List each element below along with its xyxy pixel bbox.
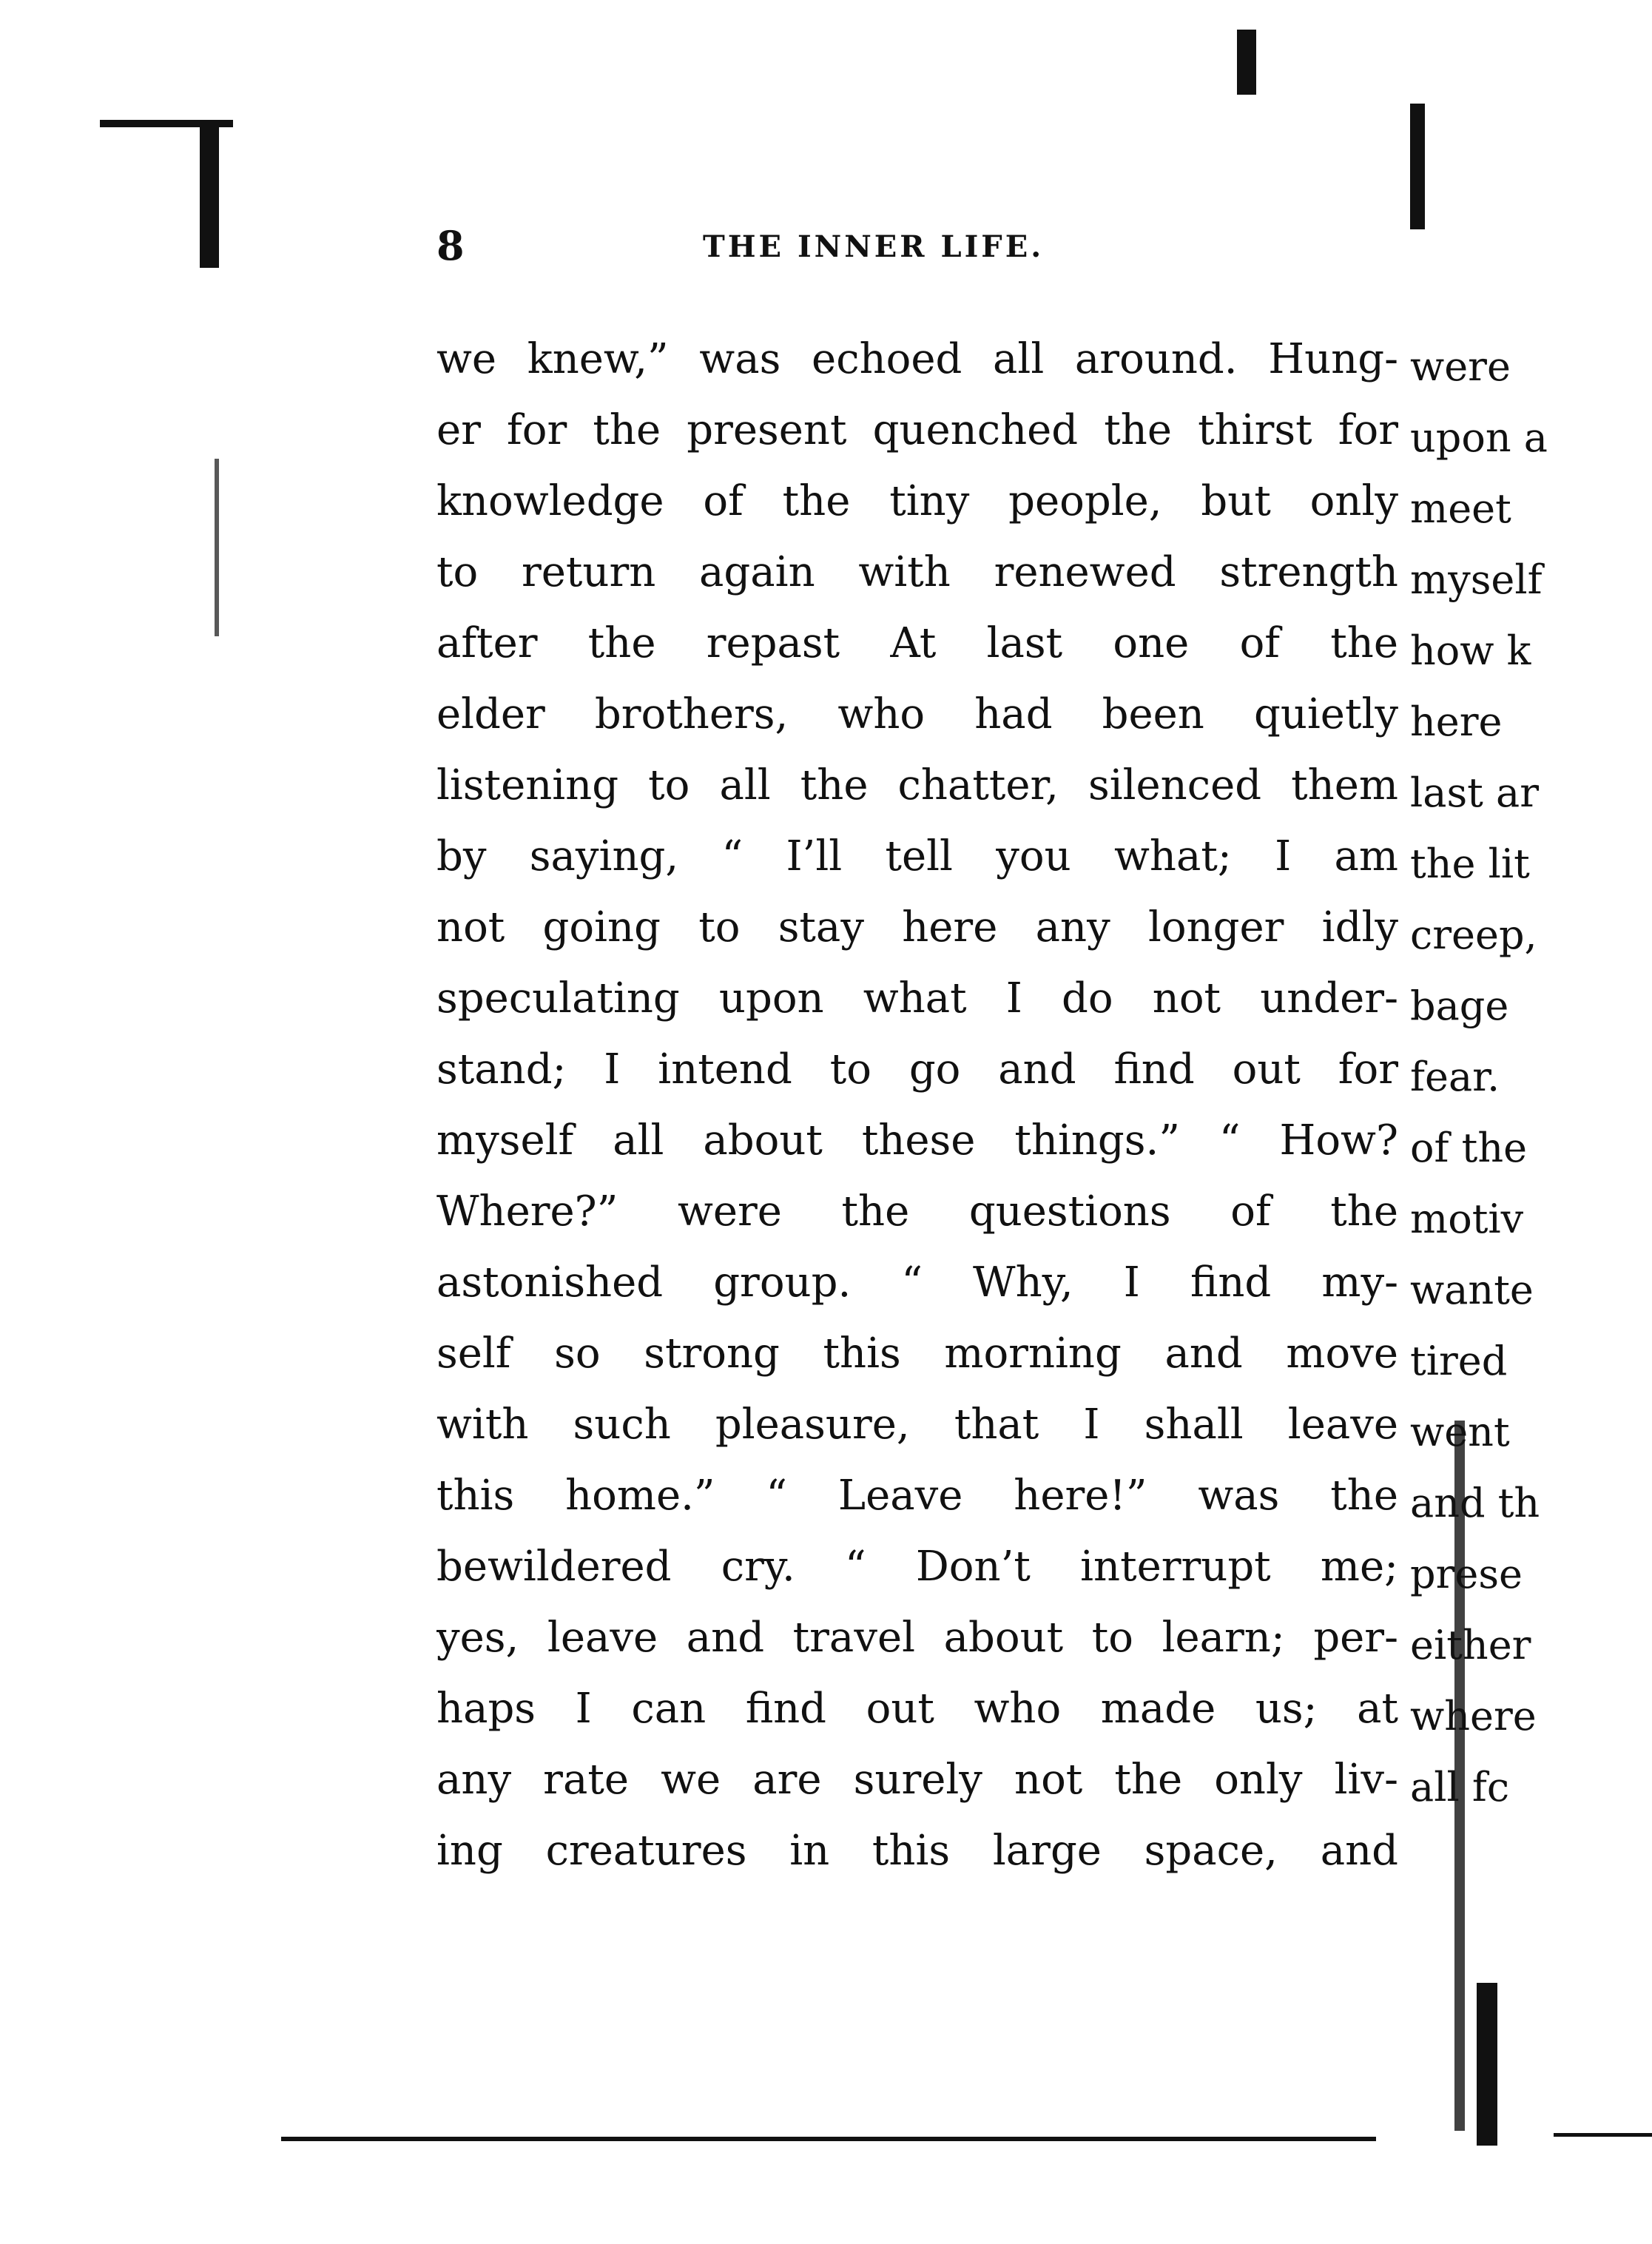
facing-text-line: motiv bbox=[1410, 1196, 1524, 1242]
scan-mark-top-left-stem bbox=[200, 120, 219, 268]
text-line: by saying, “ I’ll tell you what; I am bbox=[436, 832, 1398, 880]
text-line: knowledge of the tiny people, but only bbox=[436, 477, 1398, 525]
facing-text-line: and th bbox=[1410, 1480, 1540, 1526]
facing-text-line: how k bbox=[1410, 627, 1531, 674]
text-line: yes, leave and travel about to learn; per- bbox=[436, 1614, 1398, 1662]
scan-mark-top-right bbox=[1410, 104, 1425, 229]
text-line: self so strong this morning and move bbox=[436, 1330, 1398, 1378]
facing-text-line: upon a bbox=[1410, 414, 1548, 461]
page-number: 8 bbox=[436, 222, 465, 269]
facing-text-line: meet bbox=[1410, 485, 1511, 532]
text-line: astonished group. “ Why, I find my- bbox=[436, 1259, 1398, 1307]
facing-text-line: last ar bbox=[1410, 769, 1540, 816]
text-line: Where?” were the questions of the bbox=[436, 1187, 1398, 1236]
text-line: with such pleasure, that I shall leave bbox=[436, 1401, 1398, 1449]
text-line: to return again with renewed strength bbox=[436, 548, 1398, 596]
facing-text-line: either bbox=[1410, 1622, 1531, 1668]
text-line: er for the present quenched the thirst for bbox=[436, 406, 1398, 454]
facing-text-line: fear. bbox=[1410, 1054, 1500, 1100]
text-line: elder brothers, who had been quietly bbox=[436, 690, 1398, 738]
text-line: ing creatures in this large space, and bbox=[436, 1827, 1398, 1875]
facing-text-line: went bbox=[1410, 1409, 1510, 1455]
facing-text-line: were bbox=[1410, 343, 1511, 390]
running-head: THE INNER LIFE. bbox=[703, 229, 1045, 264]
facing-page-text bbox=[1410, 331, 1652, 1823]
facing-text-line: bage bbox=[1410, 983, 1509, 1029]
scan-mark-bottom-right-rule bbox=[1554, 2133, 1652, 2137]
facing-text-line: myself bbox=[1410, 556, 1543, 603]
scan-mark-top-center bbox=[1237, 30, 1256, 95]
facing-text-line: wante bbox=[1410, 1267, 1534, 1313]
facing-text-line: of the bbox=[1410, 1125, 1528, 1171]
facing-text-line: creep, bbox=[1410, 912, 1537, 958]
text-line: myself all about these things.” “ How? bbox=[436, 1116, 1398, 1165]
text-line: listening to all the chatter, silenced them bbox=[436, 761, 1398, 809]
facing-text-line: tired bbox=[1410, 1338, 1508, 1384]
text-line: speculating upon what I do not under- bbox=[436, 974, 1398, 1022]
main-text-block bbox=[436, 324, 1398, 1887]
text-line: haps I can find out who made us; at bbox=[436, 1685, 1398, 1733]
facing-text-line: all fc bbox=[1410, 1764, 1510, 1810]
facing-text-line: the lit bbox=[1410, 840, 1530, 887]
text-line: this home.” “ Leave here!” was the bbox=[436, 1472, 1398, 1520]
text-line: stand; I intend to go and find out for bbox=[436, 1045, 1398, 1094]
page-header bbox=[436, 222, 1398, 281]
text-line: not going to stay here any longer idly bbox=[436, 903, 1398, 951]
text-line: bewildered cry. “ Don’t interrupt me; bbox=[436, 1543, 1398, 1591]
facing-text-line: prese bbox=[1410, 1551, 1523, 1597]
scan-mark-bottom-rule bbox=[281, 2137, 1376, 2141]
facing-text-line: where bbox=[1410, 1693, 1537, 1739]
text-line: after the repast At last one of the bbox=[436, 619, 1398, 667]
scan-mark-left-edge bbox=[215, 459, 219, 636]
scan-mark-bottom-right-bar bbox=[1477, 1983, 1497, 2146]
text-line: any rate we are surely not the only liv- bbox=[436, 1756, 1398, 1804]
facing-text-line: here bbox=[1410, 698, 1503, 745]
text-line: we knew,” was echoed all around. Hung- bbox=[436, 335, 1398, 383]
